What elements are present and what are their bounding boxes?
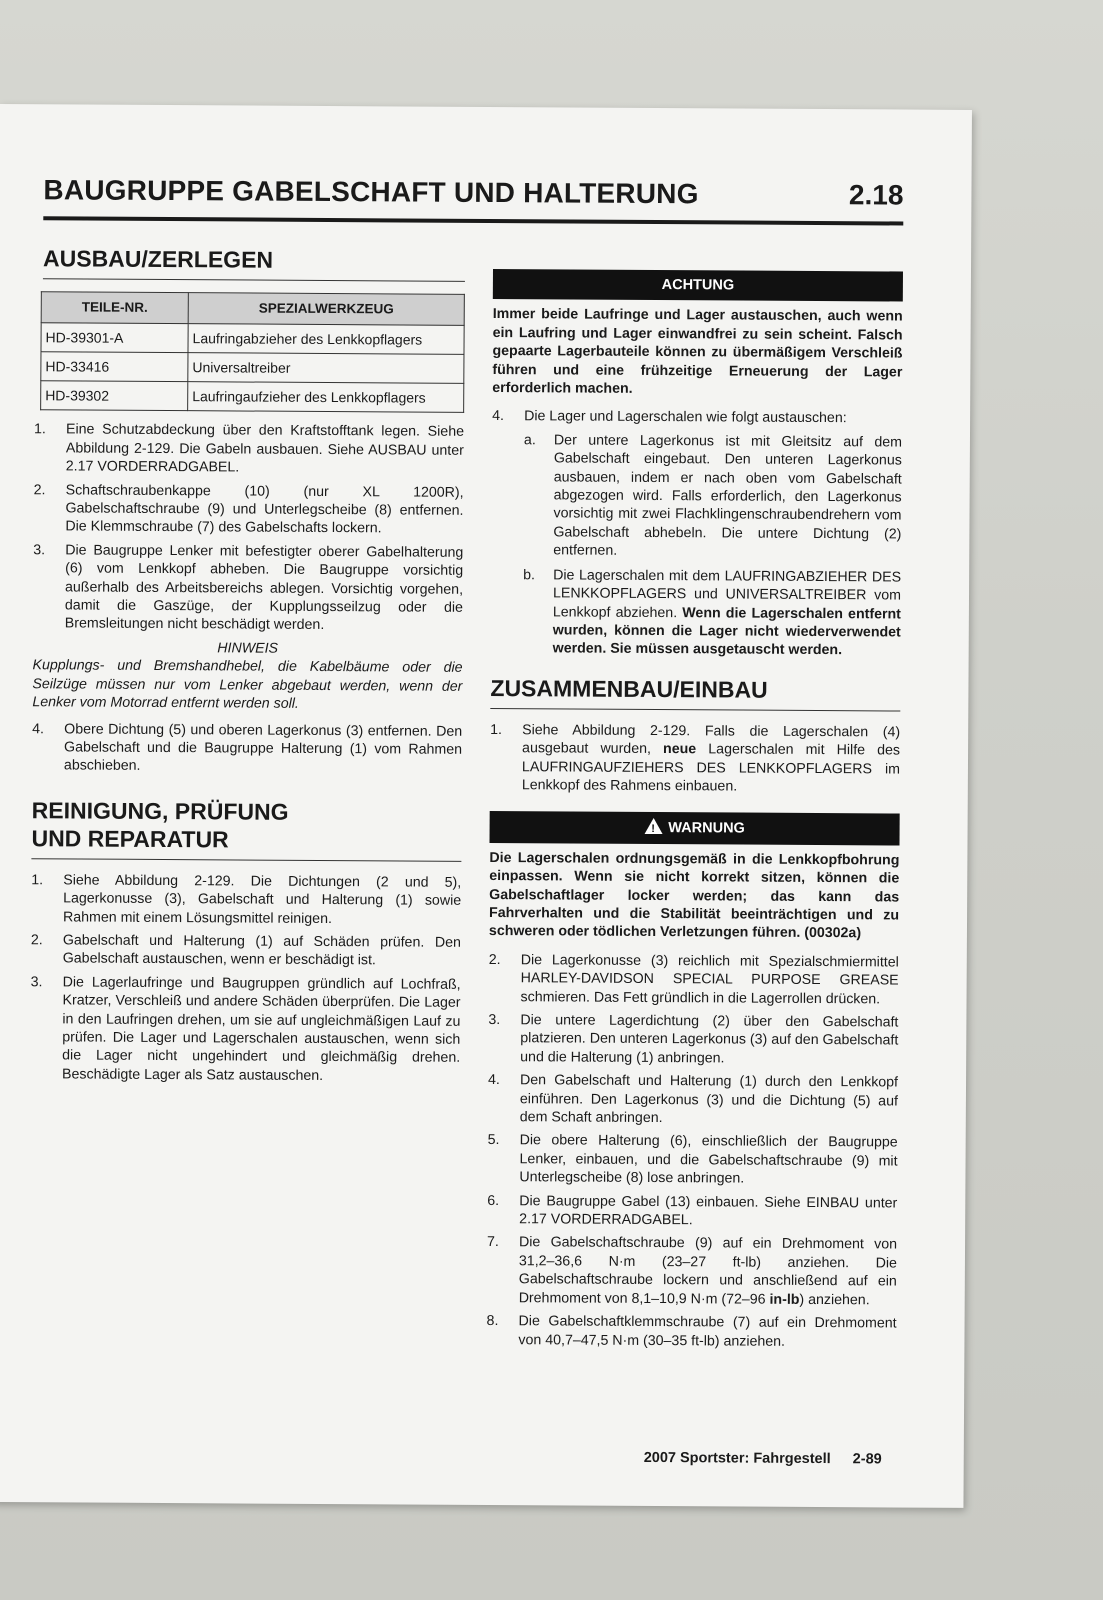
section-number: 2.18 <box>848 179 904 211</box>
table-cell-part-no: HD-39301-A <box>41 323 188 353</box>
warning-text: Die Lagerschalen ordnungsgemäß in die Lenkkopfbohrung einpassen. Wenn sie nicht korrekt sitzen, können die Gabelschaftlager locker werden; das kann das Fahrverhalten und die Stabilität beeinträchtigen und zu schweren oder tödlichen Verletzungen führen. (00302a) <box>488 849 900 942</box>
table-row <box>41 381 464 413</box>
bearing-steps <box>492 407 902 428</box>
manual-page <box>0 104 972 1508</box>
footer-title: 2007 Sportster: Fahrgestell <box>643 1449 831 1468</box>
assembly-heading-rule <box>490 708 900 712</box>
list-item: 1. Siehe Abbildung 2-129. Falls die Lagerschalen (4) ausgebaut wurden, neue Lagerschalen mit Hilfe des LAUFRINGAUFZIEHERS DES LENKKOPFLAGERS im Lenkkopf des Rahmens einbauen. <box>490 721 901 795</box>
table-cell-tool: Laufringaufzieher des Lenkkopflagers <box>188 382 464 413</box>
list-item: 5. Die obere Halterung (6), einschließlich der Baugruppe Lenker, einbauen, und die Gabelschaftschraube (9) mit Unterlegscheibe (8) lose anbringen. <box>487 1132 898 1187</box>
caution-banner: ACHTUNG <box>493 269 903 302</box>
list-item: 1. Eine Schutzabdeckung über den Kraftstofftank legen. Siehe Abbildung 2-129. Die Gabeln ausbauen. Siehe AUSBAU unter 2.17 VORDERRADGABEL. <box>33 421 465 476</box>
page-number: 2-89 <box>852 1451 882 1468</box>
assembly-steps-1 <box>490 721 900 797</box>
table-cell-part-no: HD-33416 <box>41 352 188 382</box>
page-header <box>43 174 903 211</box>
cleaning-heading-rule <box>31 858 461 862</box>
table-cell-tool: Laufringabzieher des Lenkkopflagers <box>188 324 464 355</box>
list-item: 3. Die untere Lagerdichtung (2) über den Gabelschaft platzieren. Den unteren Lagerkonus (3) auf den Gabelschaft und die Halterung (1) anbringen. <box>488 1012 899 1067</box>
list-item: 6. Die Baugruppe Gabel (13) einbauen. Siehe EINBAU unter 2.17 VORDERRADGABEL. <box>487 1192 898 1229</box>
note-body: Kupplungs- und Bremshandhebel, die Kabelbäume oder die Seilzüge müssen nur vom Lenker abgebaut werden, wenn der Lenker vom Motorrad entfernt werden soll. <box>32 657 463 712</box>
warning-triangle-icon <box>644 818 662 834</box>
caution-text: Immer beide Laufringe und Lager austauschen, auch wenn ein Laufring und Lager einwandfrei zu sein scheint. Falsch gepaarte Lagerbauteile können zu übermäßigem Verschleiß führen und eine frühzeitige Erneuerung der Lager erforderlich machen. <box>492 306 903 397</box>
list-item: 2. Gabelschaft und Halterung (1) auf Schäden prüfen. Den Gabelschaft austauschen, wenn er beschädigt ist. <box>30 932 461 969</box>
table-cell-part-no: HD-39302 <box>41 381 188 411</box>
list-item: 3. Die Lagerlaufringe und Baugruppen gründlich auf Lochfraß, Kratzer, Verschleiß und andere Schäden überprüfen. Die Lager in den Laufringen drehen, um sie auf ungleichmäßigen Lauf zu prüfen. Die Lager und Lagerschalen austauschen, wenn sich die Lager nicht ungehindert und gleichmäßig drehen. Beschädigte Lager als Satz austauschen. <box>30 973 461 1084</box>
list-item: a. Der untere Lagerkonus ist mit Gleitsitz auf dem Gabelschaft eingebaut. Den unteren Lagerkonus ausbauen, indem er nach oben vom Gabelschaft abgezogen wird. Falls erforderlich, den Lagerkonus vorsichtig mit zwei Flachklingenschraubendrehern vom Gabelschaft abhebeln. Die untere Dichtung (2) entfernen. <box>523 432 902 560</box>
removal-heading-rule <box>43 278 465 282</box>
cleaning-heading-line1: REINIGUNG, PRÜFUNG <box>31 796 289 825</box>
right-column <box>486 269 903 1356</box>
removal-steps <box>33 421 464 636</box>
bearing-substeps <box>491 431 902 660</box>
header-rule <box>43 216 903 225</box>
assembly-heading: ZUSAMMENBAU/EINBAU <box>490 674 768 703</box>
list-item: 4. Den Gabelschaft und Halterung (1) durch den Lenkkopf einführen. Den Lagerkonus (3) und die Dichtung (5) auf dem Schaft anbringen. <box>487 1072 899 1127</box>
list-item: 8. Die Gabelschaftklemmschraube (7) auf ein Drehmoment von 40,7–47,5 N·m (30–35 ft-lb) anziehen. <box>486 1313 897 1350</box>
list-item: 2. Schaftschraubenkappe (10) (nur XL 1200R), Gabelschaftschraube (9) und Unterlegscheibe (8) entfernen. Die Klemmschraube (7) des Gabelschafts lockern. <box>33 481 464 537</box>
list-item: 2. Die Lagerkonusse (3) reichlich mit Spezialschmiermittel HARLEY-DAVIDSON SPECIAL PURPOSE GREASE schmieren. Das Fett gründlich in die Lagerrollen drücken. <box>488 951 899 1007</box>
table-header-part-no: TEILE-NR. <box>41 292 188 324</box>
list-item: b. Die Lagerschalen mit dem LAUFRINGABZIEHER DES LENKKOPFLAGERS und UNIVERSALTREIBER vom Lenkkopf abziehen. Wenn die Lagerschalen entfernt wurden, können die Lager nicht wiederverwendet werden. Sie müssen ausgetauscht werden. <box>523 566 902 659</box>
cleaning-steps <box>30 871 461 1086</box>
assembly-steps-2 <box>486 951 898 1352</box>
bold-warning-text: Wenn die Lagerschalen entfernt wurden, können die Lager nicht wiederverwendet werden. Sie müssen ausgetauscht werden. <box>552 604 901 659</box>
removal-steps-cont <box>32 720 462 778</box>
list-item: 4. Obere Dichtung (5) und oberen Lagerkonus (3) entfernen. Den Gabelschaft und die Baugruppe Halterung (1) vom Rahmen abschieben. <box>32 720 463 775</box>
page-footer <box>622 1450 882 1468</box>
page-title: BAUGRUPPE GABELSCHAFT UND HALTERUNG <box>43 174 699 210</box>
special-tools-table <box>40 291 465 413</box>
table-header-tool: SPEZIALWERKZEUG <box>188 293 464 326</box>
left-column <box>30 244 465 1091</box>
cleaning-heading-line2: UND REPARATUR <box>31 824 229 853</box>
list-item: 3. Die Baugruppe Lenker mit befestigter oberer Gabelhalterung (6) vom Lenkkopf abheben. Die Baugruppe vorsichtig außerhalb des Arbeitsbereichs ablegen. Vorsichtig vorgehen, damit die Gaszüge, der Kupplungsseilzug oder die Bremsleitungen nicht beschädigt werden. <box>33 542 464 634</box>
list-item: 7. Die Gabelschaftschraube (9) auf ein Drehmoment von 31,2–36,6 N·m (23–27 ft-lb) anziehen. Die Gabelschaftschraube lockern und anschließend auf ein Drehmoment von 8,1–10,9 N·m (72–96 in-lb) anziehen. <box>487 1234 898 1309</box>
table-row <box>41 352 464 384</box>
table-row <box>41 323 464 355</box>
table-cell-tool: Universaltreiber <box>188 353 464 384</box>
list-item: 4. Die Lager und Lagerschalen wie folgt austauschen: <box>492 408 847 427</box>
removal-heading: AUSBAU/ZERLEGEN <box>42 245 274 273</box>
note-heading: HINWEIS <box>217 640 279 657</box>
list-item: 1. Siehe Abbildung 2-129. Die Dichtungen (2 und 5), Lagerkonusse (3), Gabelschaft und Halterung (1) sowie Rahmen mit einem Lösungsmittel reinigen. <box>31 871 462 927</box>
warning-banner: !WARNUNG <box>489 811 899 845</box>
